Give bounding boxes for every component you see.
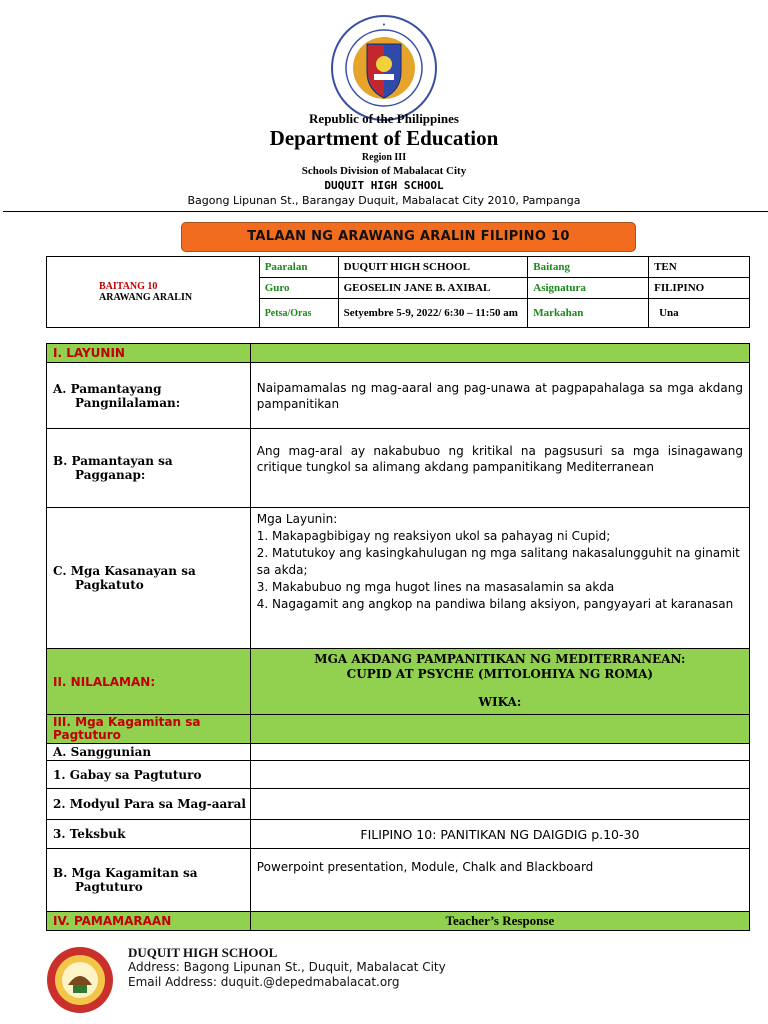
school-address: Bagong Lipunan St., Barangay Duquit, Mabalacat City 2010, Pampanga: [187, 194, 581, 207]
instructional-materials-label-line2: Pagtuturo: [75, 880, 143, 894]
modyul-value-cell: [250, 789, 749, 820]
asignatura-value: FILIPINO: [649, 278, 750, 299]
gabay-value-cell: [250, 761, 749, 789]
kagamitan-label: III. Mga Kagamitan sa Pagtuturo: [47, 715, 251, 744]
instructional-materials-value: Powerpoint presentation, Module, Chalk and Blackboard: [250, 849, 749, 912]
performance-standard-value: Ang mag-aral ay nakabubuo ng kritikal na pagsusuri sa mga isinagawang critique tungkol sa alimang akdang pampanitikang Mediterranean: [250, 429, 749, 508]
performance-standard-label-line2: Pagganap:: [75, 468, 146, 482]
teksbuk-label: 3. Teksbuk: [47, 820, 251, 849]
performance-standard-label: [47, 429, 251, 508]
layunin-label: I. LAYUNIN: [47, 344, 251, 363]
nilalaman-label: II. NILALAMAN:: [47, 649, 251, 715]
paaralan-value: DUQUIT HIGH SCHOOL: [338, 257, 528, 278]
learning-competencies-label: [47, 508, 251, 649]
objective-item: 1. Makapagbibigay ng reaksiyon ukol sa pahayag ni Cupid;: [256, 529, 611, 543]
guro-value: GEOSELIN JANE B. AXIBAL: [338, 278, 528, 299]
lesson-plan-table: [46, 343, 750, 931]
nilalaman-value: [250, 649, 749, 715]
learning-competencies-value: [250, 508, 749, 649]
pamamaraan-label: IV. PAMAMARAAN: [47, 912, 251, 931]
department-heading: Department of Education: [269, 126, 499, 150]
teksbuk-value: FILIPINO 10: PANITIKAN NG DAIGDIG p.10-30: [250, 820, 749, 849]
header-divider: [3, 211, 768, 212]
school-name-heading: DUQUIT HIGH SCHOOL: [324, 179, 444, 192]
footer-email: Email Address: duquit.@depedmabalacat.org: [128, 975, 400, 989]
sanggunian-value-cell: [250, 744, 749, 761]
nilalaman-wika: WIKA:: [478, 695, 522, 709]
objective-item: 3. Makabubuo ng mga hugot lines na masasalamin sa akda: [256, 580, 615, 594]
markahan-label: Markahan: [528, 299, 649, 328]
learning-competencies-label-line2: Pagkatuto: [75, 578, 144, 592]
sanggunian-label: A. Sanggunian: [47, 744, 251, 761]
republic-heading: Republic of the Philippines: [309, 111, 459, 126]
content-standard-value: Naipamamalas ng mag-aaral ang pag-unawa at pagpapahalaga sa mga akdang pampanitikan: [250, 363, 749, 429]
performance-standard-label-line1: B. Pamantayan sa: [53, 454, 173, 468]
paaralan-label: Paaralan: [259, 257, 338, 278]
region-text: Region III: [361, 152, 407, 163]
grade-level-text: BAITANG 10: [99, 281, 158, 292]
nilalaman-topic: MGA AKDANG PAMPANITIKAN NG MEDITERRANEAN: CUPID AT PSYCHE (MITOLOHIYA NG ROMA): [314, 652, 686, 681]
objective-item: 4. Nagagamit ang angkop na pandiwa bilang aksiyon, pangyayari at karanasan: [256, 597, 734, 611]
kagamitan-value-cell: [250, 715, 749, 744]
modyul-label: 2. Modyul Para sa Mag-aaral: [47, 789, 251, 820]
content-standard-label: [47, 363, 251, 429]
petsa-label: Petsa/Oras: [259, 299, 338, 328]
baitang-value: TEN: [649, 257, 750, 278]
asignatura-label: Asignatura: [528, 278, 649, 299]
layunin-value-cell: [250, 344, 749, 363]
svg-text:•: •: [381, 21, 387, 29]
school-logo: [45, 945, 115, 1015]
baitang-label: Baitang: [528, 257, 649, 278]
objective-item: 2. Matutukoy ang kasingkahulugan ng mga salitang nakasalungguhit na ginamit sa akda;: [256, 546, 740, 577]
instructional-materials-label-line1: B. Mga Kagamitan sa: [53, 866, 198, 880]
instructional-materials-label: [47, 849, 251, 912]
deped-seal-logo: [330, 14, 438, 122]
info-table: [46, 256, 750, 328]
division-text: Schools Division of Mabalacat City: [301, 165, 467, 177]
footer-school-name: DUQUIT HIGH SCHOOL: [128, 945, 278, 960]
teachers-response-heading: Teacher’s Response: [250, 912, 749, 931]
markahan-value: Una: [649, 299, 750, 328]
petsa-value: Setyembre 5-9, 2022/ 6:30 – 11:50 am: [338, 299, 528, 328]
content-standard-label-line1: A. Pamantayang: [53, 381, 162, 396]
guro-label: Guro: [259, 278, 338, 299]
learning-competencies-label-line1: C. Mga Kasanayan sa: [53, 564, 196, 578]
plan-title-banner: TALAAN NG ARAWANG ARALIN FILIPINO 10: [181, 222, 636, 252]
footer-address: Address: Bagong Lipunan St., Duquit, Mabalacat City: [128, 960, 446, 974]
content-standard-label-line2: Pangnilalaman:: [75, 395, 181, 410]
daily-lesson-text: ARAWANG ARALIN: [99, 292, 193, 303]
objectives-heading: Mga Layunin:: [256, 512, 338, 526]
info-left-cell: [47, 257, 260, 328]
gabay-label: 1. Gabay sa Pagtuturo: [47, 761, 251, 789]
